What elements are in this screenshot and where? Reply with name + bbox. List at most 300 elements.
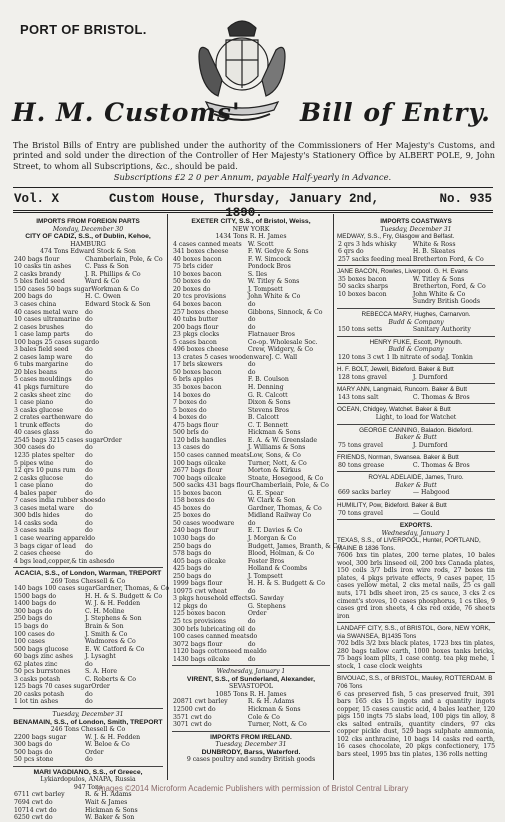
cargo-line: 9 cases poultry and sundry British goods — [186, 756, 316, 764]
cargo-line: Light, to load for Watchet — [375, 414, 457, 422]
section-heading: IMPORTS FROM IRELAND. — [210, 733, 292, 741]
rule-bottom-double — [13, 212, 493, 213]
cargo-row — [13, 467, 163, 475]
cargo-consignee: E. A. & W. Greenslade — [247, 436, 318, 444]
cargo-row — [13, 698, 163, 706]
cargo-consignee: do — [85, 451, 93, 459]
cargo-goods: 150 cases 50 bags sugar — [14, 285, 92, 293]
cargo-consignee: do — [85, 353, 93, 361]
cargo-row — [13, 407, 163, 415]
cargo-consignee: H. H. & S. Budgett & Co — [247, 580, 325, 588]
cargo-goods: 125 boxes bacon — [173, 610, 226, 618]
section-heading: IMPORTS COASTWAYS — [380, 218, 452, 225]
ship-name: HENRY FUKE, Escott, Plymouth. — [369, 338, 463, 346]
cargo-row — [172, 301, 330, 309]
cargo-consignee: do — [91, 338, 99, 346]
cargo-row — [337, 256, 495, 264]
cargo-row — [172, 565, 330, 573]
cargo-consignee: Hickman & Sons — [85, 806, 138, 814]
cargo-goods: 13 cases do — [173, 444, 210, 452]
ship-entry — [13, 233, 163, 241]
cargo-goods: 10714 cwt do — [14, 806, 57, 814]
cargo-goods: 300 bags do — [14, 607, 53, 615]
cargo-goods: 10 boxes bacon — [173, 270, 222, 278]
cargo-consignee: John White & Co — [412, 290, 466, 298]
cargo-goods: 6 tubs margarine — [14, 361, 69, 369]
cargo-goods: 1 trunk effects — [14, 421, 60, 429]
cargo-list — [172, 698, 330, 728]
cargo-consignee: W. Titley & Sons — [247, 278, 300, 286]
cargo-consignee: do — [85, 527, 93, 535]
cargo-goods: 10975 cwt wheat — [173, 587, 227, 595]
cargo-goods: 2 crates earthenware — [14, 414, 82, 422]
cargo-consignee: B. Calcott — [247, 414, 279, 422]
cargo-goods: 250 bags do — [14, 615, 53, 623]
cargo-row — [172, 641, 330, 649]
cargo-goods: 3 casks glucose — [14, 406, 64, 414]
cargo-consignee: do — [85, 519, 93, 527]
cargo-row — [13, 585, 170, 593]
cargo-consignee: Sundry British Goods — [412, 298, 481, 306]
cargo-goods: 4 cases canned meats — [173, 240, 242, 248]
ship-agent: Baker & Butt — [395, 481, 437, 489]
cargo-goods: 6711 cwt barley — [14, 791, 65, 799]
rule-bottom — [13, 210, 493, 211]
cargo-goods: 1400 bags do — [14, 600, 57, 608]
cargo-row — [13, 324, 163, 332]
cargo-row — [13, 807, 163, 815]
ship-tons: 474 Tons Edward Stock & Son — [40, 248, 136, 256]
cargo-goods: 2 qrs 3 hds whisky — [338, 240, 397, 248]
cargo-goods: 23 pkgs clocks — [173, 331, 220, 339]
cargo-consignee: J. Tonkin — [445, 353, 473, 361]
ship-name: GEORGE CANNING, Baladon. Bideford. — [359, 426, 473, 434]
cargo-row — [172, 248, 330, 256]
cargo-goods: 125 bags 70 cases sugar — [14, 683, 92, 691]
cargo-consignee: Hickman & Sons — [247, 429, 301, 437]
cargo-goods: 3 casks potash — [14, 675, 61, 683]
cargo-goods: 5 cases bacon — [173, 338, 217, 346]
ship-name: BENAMAIN, S.S., of London, Smith, TREPORT — [13, 718, 163, 726]
cargo-goods: 1120 bags cottonseed meal — [173, 648, 259, 656]
cargo-row — [13, 263, 163, 271]
cargo-list — [337, 326, 495, 334]
cargo-goods: 40 tubs butter — [173, 316, 218, 324]
port-title: PORT OF BRISTOL. — [20, 22, 147, 37]
cargo-row — [172, 527, 330, 535]
cargo-goods: 1430 bags oilcake — [173, 655, 230, 663]
export-cargo: 702 bdls 3/2 bxs black plates, 1723 bxs tin plates, 280 bags tallow carth, 1000 boxes tanks bricks, 75 bags loam pllts, 1 case contg. tea pkg mehe, 1 stock, 1 case clock weights — [337, 640, 495, 670]
cargo-row — [13, 429, 163, 437]
cargo-row — [172, 698, 330, 706]
column-divider-1 — [167, 214, 168, 780]
cargo-row — [337, 354, 495, 362]
cargo-consignee: Blood, Holman, & Co — [247, 550, 315, 558]
cargo-consignee: Crew, Widgery, & Co — [247, 346, 314, 354]
cargo-consignee: do — [247, 625, 256, 633]
cargo-consignee: do — [85, 698, 93, 706]
cargo-row — [172, 550, 330, 558]
cargo-goods: 13 crates 5 cases woodenware — [173, 353, 270, 361]
cargo-goods: 3 cases china — [14, 301, 57, 309]
cargo-list — [13, 791, 163, 821]
ship-name: DUNBRODY, Barss, Waterford. — [201, 748, 301, 756]
cargo-row — [172, 535, 330, 543]
cargo-row — [172, 286, 330, 294]
ship-name: ROYAL ADELAIDE, James, Truro. — [368, 474, 464, 482]
cargo-row — [13, 676, 163, 684]
ship-port: Lykiardopulos, ANAPA, Russia — [40, 776, 136, 784]
cargo-row — [172, 490, 330, 498]
cargo-consignee: Order — [103, 436, 122, 444]
cargo-goods: 405 bags oilcake — [173, 557, 226, 565]
cargo-consignee: do — [85, 323, 93, 331]
cargo-consignee: do — [85, 474, 93, 482]
cargo-list — [337, 442, 495, 450]
divider — [337, 451, 495, 452]
cargo-row — [172, 339, 330, 347]
cargo-consignee: Order — [91, 683, 110, 691]
cargo-consignee: F. W. Gedye & Sons — [247, 248, 309, 256]
cargo-row — [13, 691, 163, 699]
cargo-row — [172, 407, 330, 415]
cargo-consignee: do — [85, 459, 93, 467]
cargo-goods: 300 cases do — [14, 444, 55, 452]
cargo-consignee: E. W. Catford & Co — [85, 645, 145, 653]
ship-name: HUMILITY, Pow, Bideford. Baker & Butt — [337, 501, 447, 509]
cargo-goods: 500 sacks 431 bags flour — [173, 482, 252, 490]
cargo-consignee: C. T. Bennett — [247, 421, 289, 429]
cargo-goods: 6 brls apples — [173, 376, 214, 384]
cargo-consignee: Morton & Kirkus — [247, 467, 301, 475]
cargo-row — [172, 422, 330, 430]
cargo-row — [172, 444, 330, 452]
cargo-consignee: do — [247, 316, 256, 324]
cargo-row — [13, 653, 163, 661]
cargo-goods: 10 casks tin ashes — [14, 263, 72, 271]
cargo-consignee: J. C. Wall — [269, 353, 298, 361]
cargo-goods: 40 cases metal ware — [14, 308, 79, 316]
cargo-goods: 100 bags 25 cases sugar — [14, 338, 92, 346]
cargo-goods: 10 cases ultramarine — [14, 316, 81, 324]
cargo-consignee: do — [85, 504, 93, 512]
cargo-consignee: do — [85, 376, 93, 384]
cargo-goods: 14 casks soda — [14, 519, 58, 527]
cargo-row — [172, 376, 330, 384]
cargo-row — [337, 291, 495, 299]
cargo-row — [13, 346, 163, 354]
cargo-goods: 15 boxes bacon — [173, 489, 222, 497]
cargo-row — [337, 326, 495, 334]
export-cargo: 6 cas preserved fish, 5 cas preserved fruit, 391 bars 165 cks 15 ingots and a quantity ingots copper, 15 cases caustic acid, 4 bales leather, 120 pigs 150 ingts 75 slabs lead, 100 pigs tin alloy, 8 cks salted entrails, quantity cinders, 97 cks copper pickle dust, 529 bags sulphate ammonia, 102 cks anthracine, 10 bags 14 casks red earth, 16 cases chocolate, 20 pkgs confectionery, 175 bars steel, 1995 bxs tin plates, 136 rolls netting — [337, 690, 495, 758]
cargo-row — [13, 550, 163, 558]
cargo-row — [13, 527, 163, 535]
cargo-row — [172, 331, 330, 339]
cargo-goods: 2 casks glucose — [14, 474, 64, 482]
cargo-consignee: do — [106, 557, 115, 565]
cargo-goods: 1 case lamp parts — [14, 331, 70, 339]
cargo-goods: 1 case piano — [14, 482, 54, 490]
cargo-goods: 140 bags 100 cases sugar — [14, 585, 96, 593]
cargo-row — [172, 316, 330, 324]
section-heading: IMPORTS FROM FOREIGN PARTS — [36, 218, 140, 225]
cargo-consignee: Gardner, Thomas, & Co — [95, 585, 170, 593]
cargo-row — [13, 520, 163, 528]
cargo-goods: 10 boxes bacon — [338, 290, 387, 298]
cargo-row — [172, 610, 330, 618]
cargo-row — [13, 512, 163, 520]
cargo-list — [337, 374, 495, 382]
cargo-goods: 5 bles field seed — [14, 278, 65, 286]
cargo-list — [13, 256, 163, 565]
cargo-row — [13, 309, 163, 317]
cargo-consignee: G. Stephens — [247, 602, 286, 610]
cargo-goods: 25 boxes do — [173, 512, 211, 520]
cargo-consignee: do — [85, 550, 93, 558]
cargo-row — [172, 542, 342, 551]
cargo-goods: 300 bags do — [14, 741, 53, 749]
cargo-consignee: Chamberlain, Pole, & Co — [251, 482, 329, 490]
ship-entry — [172, 749, 330, 757]
cargo-goods: 150 tons setts — [338, 326, 383, 334]
cargo-goods: 2200 bags sugar — [14, 733, 67, 741]
cargo-consignee: do — [85, 690, 93, 698]
divider — [337, 265, 495, 266]
cargo-consignee: Order — [85, 748, 104, 756]
cargo-consignee: C. H. Moline — [85, 607, 125, 615]
cargo-goods: 425 bags do — [173, 565, 212, 573]
cargo-goods: 50 pcs burrstones — [14, 668, 71, 676]
ship-port: HAMBURG — [70, 240, 106, 248]
cargo-list — [337, 510, 495, 518]
cargo-consignee: Ward & Co — [85, 278, 120, 286]
cargo-goods: 1030 bags do — [173, 534, 216, 542]
cargo-row — [13, 505, 163, 513]
cargo-consignee: R. & H. Adams — [247, 698, 295, 706]
cargo-goods: 3 cases nails — [14, 527, 54, 535]
export-cargo: 7606 bxs tin plates, 200 terne plates, 10 bales wool, 300 brls linseed oil, 200 bxs Canada plates, 150 coils 3/7 bdls iron wire rods, 27 boxes tin plates, 4 pkgs private effects, 9 cases paper, 15 cases yellow metal, 2 cks metal nails, 25 cs gall nuts, 171 bdls sheet iron, 25 cs sauce, 3 cks 2 cs ciment's stoves, 10 cases phosphorus, 1 cs tiles, 9 cases grd iron sheets, 4 cks red oxide, 76 sheets iron — [337, 552, 495, 620]
cargo-row — [13, 741, 163, 749]
cargo-goods: 3071 cwt do — [173, 721, 212, 729]
cargo-goods: 257 sacks feeding meal — [338, 255, 412, 263]
cargo-goods: 120 tons 3 cwt 1 lb nitrate of soda — [338, 353, 446, 361]
cargo-consignee: — Habgood — [412, 489, 450, 497]
cargo-consignee: do — [85, 361, 93, 369]
ship-entry — [13, 570, 163, 578]
ship-name: CITY OF CADIZ, S.S., of Dublin, Kehoe, — [25, 233, 151, 241]
cargo-consignee: do — [85, 399, 93, 407]
cargo-consignee: C. Roberts & Co — [85, 675, 136, 683]
cargo-row — [13, 482, 163, 490]
cargo-goods: 3072 bags flour — [173, 640, 223, 648]
cargo-consignee: J. Tompsett — [247, 285, 283, 293]
cargo-goods: 7 boxes do — [173, 399, 207, 407]
cargo-row — [13, 497, 163, 505]
cargo-consignee: Low, Sons, & Co — [249, 451, 301, 459]
cargo-consignee: Turner, Nott, & Co — [247, 721, 307, 729]
cargo-list — [172, 240, 342, 664]
cargo-goods: 2545 bags 3215 cases sugar — [14, 436, 104, 444]
cargo-row — [172, 452, 330, 460]
subscription-line: Subscriptions £2 2 0 per Annum, payable Half-yearly in Advance. — [113, 172, 392, 182]
cargo-goods: 1 case piano — [14, 399, 54, 407]
cargo-row — [13, 444, 163, 452]
cargo-row — [13, 756, 163, 764]
cargo-row — [13, 392, 163, 400]
ship-agent: Budd & Company — [388, 318, 444, 326]
cargo-consignee: do — [87, 534, 95, 542]
cargo-row — [13, 668, 163, 676]
cargo-consignee: Order — [247, 610, 267, 618]
cargo-consignee: W. Baker & Son — [85, 814, 135, 822]
cargo-goods: 300 brls lubricating oil — [173, 625, 245, 633]
cargo-row — [172, 369, 330, 377]
cargo-list — [337, 241, 495, 264]
cargo-consignee: J. Lysaght — [85, 653, 116, 661]
copyright-notice: Images ©2014 Microform Academic Publishers with permission of Bristol Central Library — [96, 784, 409, 793]
cargo-row — [172, 437, 330, 445]
cargo-consignee: do — [85, 512, 93, 520]
divider — [337, 403, 495, 404]
ship-agent: Baker & Butt — [395, 434, 437, 442]
ship-name: FRIENDS, Norman, Swansea. Baker & Butt — [337, 454, 459, 462]
cargo-consignee: Hickman & Sons — [247, 706, 301, 713]
cargo-row — [13, 734, 163, 742]
cargo-goods: 50 sacks sharps — [338, 283, 389, 291]
cargo-goods: 120 bdls handles — [173, 436, 227, 444]
cargo-consignee: Cole & Co — [247, 713, 280, 721]
cargo-row — [13, 414, 163, 422]
cargo-goods: 20871 cwt barley — [173, 698, 228, 706]
cargo-consignee: J. Smith & Co — [85, 630, 128, 638]
cargo-consignee: do — [247, 368, 256, 376]
cargo-goods: 14 boxes do — [173, 391, 211, 399]
divider — [337, 424, 495, 425]
cargo-consignee: do — [85, 406, 93, 414]
cargo-consignee: do — [247, 587, 256, 595]
cargo-consignee: do — [85, 346, 93, 354]
cargo-consignee: do — [247, 519, 256, 527]
cargo-row — [13, 399, 163, 407]
cargo-consignee: do — [85, 368, 93, 376]
cargo-goods: 3 cases metal ware — [14, 504, 75, 512]
cargo-row — [13, 384, 163, 392]
cargo-row — [13, 490, 163, 498]
ship-entry — [13, 769, 163, 777]
cargo-goods: 1999 bags flour — [173, 580, 223, 588]
ship-tons: 1085 Tons R. H. James — [215, 690, 287, 698]
cargo-consignee: H. Denning — [247, 384, 284, 392]
cargo-consignee: E. T. Davies & Co — [247, 527, 303, 535]
section-date: Tuesday, December 31 — [380, 225, 452, 233]
cargo-row — [13, 361, 163, 369]
section-date: Monday, December 30 — [52, 225, 124, 233]
cargo-consignee: do — [85, 308, 93, 316]
cargo-goods: 70 tons gravel — [338, 509, 383, 517]
cargo-row — [13, 301, 163, 309]
cargo-list — [13, 585, 170, 706]
cargo-goods: 1 case wearing apparel — [14, 534, 88, 542]
cargo-goods: 500 bags glucose — [14, 645, 69, 653]
cargo-goods: 2 cases cheese — [14, 550, 61, 558]
cargo-row — [172, 467, 330, 475]
divider — [337, 499, 495, 500]
cargo-goods: 250 bags do — [173, 542, 212, 550]
cargo-consignee: F. W. Simcock — [247, 255, 291, 263]
cargo-goods: 2 casks brandy — [14, 270, 62, 278]
section-date: Tuesday, December 31 — [215, 741, 287, 749]
cargo-goods: 35 boxes bacon — [173, 384, 222, 392]
cargo-goods: 20 bles beans — [14, 368, 58, 376]
cargo-consignee: do — [247, 301, 256, 309]
cargo-consignee: C. Pass & Son — [85, 263, 129, 271]
ship-tons: 1434 Tons R. H. James — [215, 233, 287, 241]
cargo-goods: 3 pkgs household effects — [173, 595, 251, 603]
cargo-consignee: do — [85, 756, 93, 764]
cargo-consignee: do — [247, 323, 256, 331]
cargo-goods: 35 boxes bacon — [338, 275, 387, 283]
cargo-goods — [337, 298, 338, 306]
cargo-row — [13, 452, 163, 460]
cargo-consignee: G. E. Spear — [247, 489, 284, 497]
cargo-goods: 50 boxes bacon — [173, 368, 222, 376]
cargo-goods: 4 bales paper — [14, 489, 57, 497]
cargo-goods: 50 boxes do — [173, 278, 211, 286]
cargo-goods: 200 bags do — [14, 293, 53, 301]
cargo-consignee: do — [85, 391, 93, 399]
divider — [13, 567, 163, 568]
ship-name: OCEAN, Chidgey, Watchet. Baker & Butt — [337, 406, 451, 414]
cargo-consignee: John White & Co — [247, 293, 301, 301]
cargo-row — [172, 497, 330, 505]
cargo-row — [172, 324, 330, 332]
cargo-row — [172, 414, 330, 422]
cargo-row — [172, 721, 330, 729]
cargo-consignee: Budgett, James, Branth, & Co — [247, 542, 342, 550]
cargo-row — [337, 276, 495, 284]
cargo-row — [172, 475, 330, 483]
rule-top — [13, 187, 493, 188]
cargo-row — [13, 623, 163, 631]
divider — [337, 622, 495, 623]
cargo-row — [337, 248, 495, 256]
cargo-consignee: J. Williams & Sons — [247, 444, 306, 452]
cargo-consignee: W. Beloe & Co — [85, 741, 130, 749]
cargo-goods: 64 boxes bacon — [173, 301, 222, 309]
cargo-consignee: J. Morgan & Co — [247, 534, 297, 542]
cargo-goods: 4 bgs lead,copper,& tin ashes — [14, 557, 107, 565]
cargo-consignee: H. C. Owen — [85, 293, 121, 301]
cargo-goods: 200 bags flour — [173, 323, 219, 331]
cargo-goods: 6250 cwt do — [14, 814, 53, 822]
cargo-consignee: W. Titley & Sons — [412, 275, 465, 283]
ship-name: MARY ANN, Langmaid, Runcorn. Baker & Butt — [337, 386, 467, 394]
cargo-consignee: Dixon & Sons — [247, 399, 291, 407]
cargo-consignee: do — [247, 361, 256, 369]
cargo-consignee: Gardner, Thomas, & Co — [247, 504, 322, 512]
cargo-list — [337, 354, 495, 362]
cargo-consignee: Workman & Co — [91, 285, 140, 293]
cargo-consignee: Holland & Coombs — [247, 565, 308, 573]
cargo-row — [172, 278, 330, 286]
cargo-row — [172, 399, 330, 407]
cargo-consignee: J. Stephens & Son — [85, 615, 142, 623]
cargo-row — [172, 595, 330, 603]
cargo-list — [337, 462, 495, 470]
masthead-right: Bill of Entry. — [300, 98, 491, 127]
ship-name: H. F. BOLT, Jewell, Bideford. Baker & Butt — [337, 366, 454, 374]
cargo-consignee: S. Iles — [247, 270, 268, 278]
